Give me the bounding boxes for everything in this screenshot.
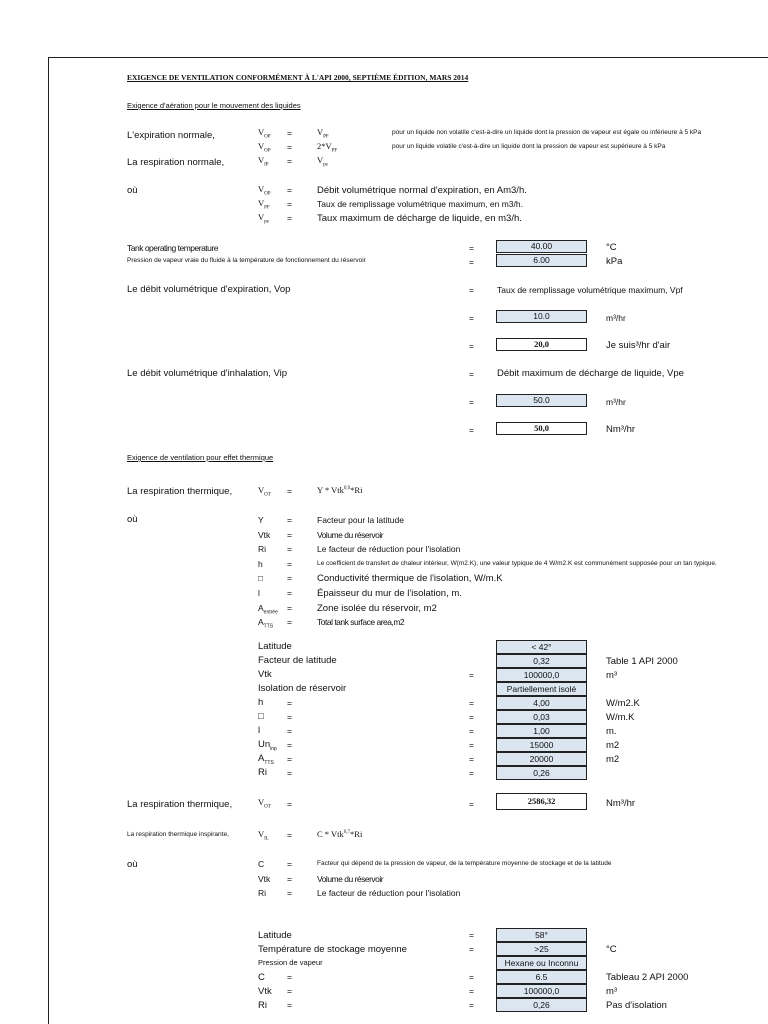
tank-temp-label: Tank operating temperature [127,243,218,253]
param-unit: m2 [606,740,620,751]
def-text: Total tank surface area,m2 [317,617,405,628]
param-cell[interactable]: < 42° [496,640,587,654]
vpe-cell[interactable]: 50.0 [496,394,587,407]
def-symbol [258,574,263,583]
vpf-def-symbol: $V_{PF}$ [258,198,270,211]
equals: = [287,972,292,982]
def-text: Conductivité thermique de l'isolation, W/m.K [317,573,503,585]
def2-text: Le facteur de réduction pour l'isolation [317,888,461,898]
vapor-cell[interactable]: 6.00 [496,254,587,267]
equals: = [469,799,474,809]
param2-cell[interactable]: 6.5 [496,970,587,984]
inhal-label: La respiration thermique inspirante, [127,831,229,838]
param-label-text: Latitude [258,641,292,652]
equals: = [469,425,474,435]
vil-symbol: $V_{IL}$ [258,829,269,842]
def-symbol [258,531,270,540]
def-symbol-text: A [258,602,264,613]
def-symbol [258,604,278,616]
param2-cell[interactable]: 0,26 [496,998,587,1012]
where-label-3: où [127,859,138,870]
equals: = [469,972,474,982]
equals: = [469,726,474,736]
expiration-label: L'expiration normale, [127,130,215,141]
vop-symbol-2: $V_{OP}$ [258,141,271,154]
equals: = [287,128,292,138]
thermal-result-cell: 2586,32 [496,793,587,810]
def2-text: Facteur qui dépend de la pression de vapeur, de la température moyenne de stockage et de la latitude [317,860,612,867]
equals: = [287,588,292,598]
equals: = [469,341,474,351]
vapor-label: Pression de vapeur vraie du fluide à la température de fonctionnement du réservoir [127,257,366,264]
def-symbol [258,560,263,569]
equals: = [287,529,292,540]
equals: = [469,257,474,267]
vip-symbol: $V_{IP}$ [258,155,269,168]
vpf-symbol: $V_{PF}$ [317,127,329,140]
equals: = [287,486,292,496]
inhal-formula: C * Vtk$^{0,7}$*Ri [317,829,363,839]
equals: = [287,617,292,628]
param2-unit: °C [606,944,617,955]
def-symbol-text: l [258,588,260,598]
def-symbol [258,516,264,525]
param2-unit: Tableau 2 API 2000 [606,972,689,983]
vop-symbol: $V_{OP}$ [258,127,271,140]
param-label-text: Vtk [258,669,272,680]
param-label [258,670,272,680]
param-cell[interactable]: 1,00 [496,724,587,738]
param-unit: m. [606,726,617,737]
thermal-formula: Y * Vtk$^{0,9}$*Ri [317,485,363,495]
note-nonvolatile: pour un liquide non volatile c'est-à-dire un liquide dont la pression de vapeur est égale ou inférieure à 5 kPa [392,129,702,136]
equals: = [469,670,474,680]
vop-rate-desc: Taux de remplissage volumétrique maximum, Vpf [497,285,683,295]
respiration-label: La respiration normale, [127,157,225,168]
equals: = [469,754,474,764]
param2-label: Pression de vapeur [258,958,323,967]
param-label [258,768,267,778]
param-label-text: Isolation de réservoir [258,683,347,694]
def2-symbol: Ri [258,888,267,898]
vapor-unit: kPa [606,256,623,267]
def-symbol-text: h [258,558,263,569]
param2-unit: m³ [606,986,618,997]
def-symbol [258,545,266,554]
equals: = [469,944,474,954]
param-label [258,656,337,666]
equals: = [469,930,474,940]
section-heading-thermal: Exigence de ventilation pour effet thermique [127,453,274,462]
def-text: Zone isolée du réservoir, m2 [317,602,437,614]
equals: = [469,243,474,253]
equals: = [469,768,474,778]
equals: = [287,873,292,884]
param-label [258,754,274,766]
def2-symbol: Vtk [258,873,271,884]
equals: = [469,712,474,722]
param-cell[interactable]: 0,26 [496,766,587,780]
vpe-def-symbol: $V_{pe}$ [258,212,269,225]
def-vpe: Taux maximum de décharge de liquide, en m3/h. [317,213,522,224]
param2-label: Vtk [258,986,272,997]
def-symbol-sub: TTS [263,623,274,630]
param2-label: Température de stockage moyenne [258,944,407,955]
param-label [258,726,260,736]
equals: = [287,888,292,898]
vpf-cell[interactable]: 10.0 [496,310,587,323]
equals: = [469,1000,474,1010]
param-label-text: Ri [258,767,267,778]
equals: = [287,726,292,736]
param-label [258,740,277,752]
vpf-double-symbol: $2*V_{PF}$ [317,141,338,154]
equals: = [287,754,292,764]
def-symbol [258,618,273,630]
vop-def-symbol: $V_{OP}$ [258,184,271,197]
param-unit: W/m.K [606,712,635,723]
equals: = [287,740,292,750]
where-label-2: où [127,514,138,525]
def-vop: Débit volumétrique normal d'expiration, en Am3/h. [317,185,527,196]
param-label [258,712,264,722]
page-title: EXIGENCE DE VENTILATION CONFORMÉMENT À L'API 2000, SEPTIÈME ÉDITION, MARS 2014 [127,73,469,82]
param-cell[interactable]: 0,03 [496,710,587,724]
vpf-unit: m³/hr [606,313,626,323]
param2-cell[interactable]: >25 [496,942,587,956]
equals: = [287,573,292,584]
param2-unit: Pas d'isolation [606,1000,667,1011]
param-cell[interactable]: Partiellement isolé [496,682,587,696]
equals: = [287,602,292,613]
equals: = [287,698,292,708]
tank-temp-unit: °C [606,242,617,253]
param2-cell[interactable]: 100000,0 [496,984,587,998]
param-label-text: l [258,725,261,736]
equals: = [469,285,474,295]
def-text: Volume du réservoir [317,529,384,540]
vip-rate-desc: Débit maximum de décharge de liquide, Vpe [497,368,684,379]
vop-result-cell: 20,0 [496,338,587,351]
param-cell[interactable]: 100000,0 [496,668,587,682]
def-text: Le coefficient de transfert de chaleur intérieur, W(m2.K), une valeur typique de 4 W/m2.K est communément supposée pour un tan typique. [317,559,717,567]
param2-label: Latitude [258,930,292,941]
param-label-text: A [258,753,265,764]
def-symbol-text: A [258,617,264,628]
param2-cell[interactable]: 58° [496,928,587,942]
thermal-label: La respiration thermique, [127,486,233,497]
param2-label: Ri [258,1000,267,1011]
equals: = [287,1000,292,1010]
param-label-text: Facteur de latitude [258,655,337,666]
param2-cell[interactable]: Hexane ou Inconnu [496,956,587,970]
def-symbol-text: Y [258,515,264,525]
param-label [258,684,346,694]
param-cell[interactable]: 20000 [496,752,587,766]
equals: = [287,544,292,555]
equals: = [287,213,292,223]
param-label [258,642,292,652]
tank-temp-cell[interactable]: 40.00 [496,240,587,253]
param-label-text: Un [258,739,271,750]
def-vpf: Taux de remplissage volumétrique maximum, en m3/h. [317,199,523,209]
param-unit: m³ [606,670,618,681]
equals: = [287,712,292,722]
def-symbol [258,589,260,598]
vot-symbol: $V_{OT}$ [258,485,271,498]
equals: = [287,156,292,166]
def-symbol-text: □ [258,573,264,584]
param-cell[interactable]: 15000 [496,738,587,752]
def-text: Facteur pour la latitude [317,515,404,525]
note-volatile: pour un liquide volatile c'est-à-dire un liquide dont la pression de vapeur est supérieure à 5 kPa [392,143,666,150]
equals: = [287,799,292,809]
def-text: Épaisseur du mur de l'isolation, m. [317,588,462,599]
def-symbol-text: Ri [258,544,267,555]
def2-text: Volume du réservoir [317,873,384,884]
equals: = [469,397,474,407]
def-symbol-sub: entrée [263,609,278,616]
equals: = [469,313,474,323]
vip-result-cell: 50,0 [496,422,587,435]
param2-label: C [258,972,265,983]
param-unit: m2 [606,754,620,765]
vpe-unit: m³/hr [606,397,626,407]
vip-rate-label: Le débit volumétrique d'inhalation, Vip [127,368,288,379]
vip-result-unit: Nm³/hr [606,424,636,435]
vop-rate-label: Le débit volumétrique d'expiration, Vop [127,284,291,295]
equals: = [287,142,292,152]
def-text: Le facteur de réduction pour l'isolation [317,544,461,555]
equals: = [287,986,292,996]
def-symbol-text: Vtk [258,529,271,540]
equals: = [469,986,474,996]
thermal-result-unit: Nm³/hr [606,798,636,809]
param-cell[interactable]: 0,32 [496,654,587,668]
section-heading-liquid: Exigence d'aération pour le mouvement des liquides [127,101,301,110]
param-unit: Table 1 API 2000 [606,656,678,667]
vop-result-unit: Je suis³/hr d'air [606,340,671,351]
equals: = [287,558,292,569]
def2-symbol: C [258,859,265,869]
equals: = [287,768,292,778]
param-label-sub: inp [270,745,277,752]
param-cell[interactable]: 4,00 [496,696,587,710]
param-label-sub: TTS [264,759,274,766]
equals: = [287,199,292,209]
vpe-symbol: $V_{pe}$ [317,155,328,168]
equals: = [469,369,474,379]
param-unit: W/m2.K [606,698,640,709]
equals: = [287,859,292,869]
equals: = [469,698,474,708]
param-label-text: □ [258,711,264,722]
vot-symbol-2: $V_{OT}$ [258,797,271,810]
param-label-text: h [258,697,264,708]
equals: = [469,740,474,750]
where-label: où [127,185,138,196]
equals: = [287,830,292,840]
equals: = [287,185,292,195]
param-label [258,698,263,708]
equals: = [287,515,292,525]
thermal-result-label: La respiration thermique, [127,799,233,810]
